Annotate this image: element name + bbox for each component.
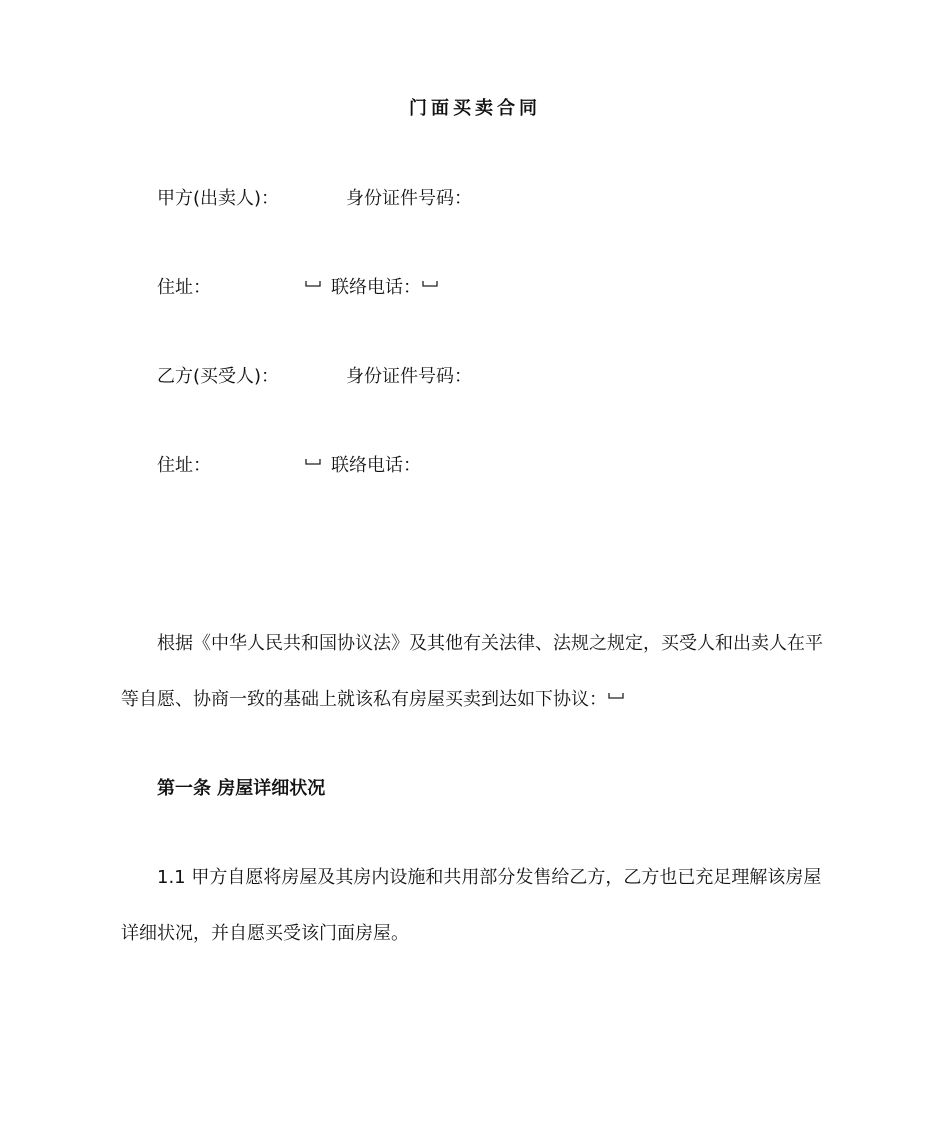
paragraph-mark-icon: [422, 283, 438, 293]
party-a-phone-label: 联络电话：: [331, 277, 421, 298]
clause-1-1-line-2: 详细状况，并自愿买受该门面房屋。: [121, 923, 409, 944]
preamble-line-2: 等自愿、协商一致的基础上就该私有房屋买卖到达如下协议：: [121, 689, 607, 710]
preamble-end-mark: [604, 688, 628, 712]
paragraph-mark-icon: [305, 461, 321, 471]
paragraph-mark-icon: [608, 695, 624, 705]
party-a-id-label: 身份证件号码：: [346, 188, 472, 209]
party-b-phone-label: 联络电话：: [331, 455, 421, 476]
party-b-address-label: 住址：: [157, 455, 211, 476]
document-title: 门面买卖合同: [409, 98, 541, 119]
clause-1-1-line-1: 1.1 甲方自愿将房屋及其房内设施和共用部分发售给乙方，乙方也已充足理解该房屋: [157, 867, 822, 888]
party-a-address-end-mark: [301, 276, 325, 300]
party-b-address-end-mark: [301, 454, 325, 478]
article-1-heading: 第一条 房屋详细状况: [157, 778, 326, 799]
party-a-label: 甲方(出卖人)：: [157, 188, 280, 209]
paragraph-mark-icon: [305, 283, 321, 293]
party-b-id-label: 身份证件号码：: [346, 366, 472, 387]
party-a-address-label: 住址：: [157, 277, 211, 298]
party-a-phone-end-mark: [418, 276, 442, 300]
party-b-label: 乙方(买受人)：: [157, 366, 280, 387]
preamble-line-1: 根据《中华人民共和国协议法》及其他有关法律、法规之规定，买受人和出卖人在平: [157, 633, 823, 654]
